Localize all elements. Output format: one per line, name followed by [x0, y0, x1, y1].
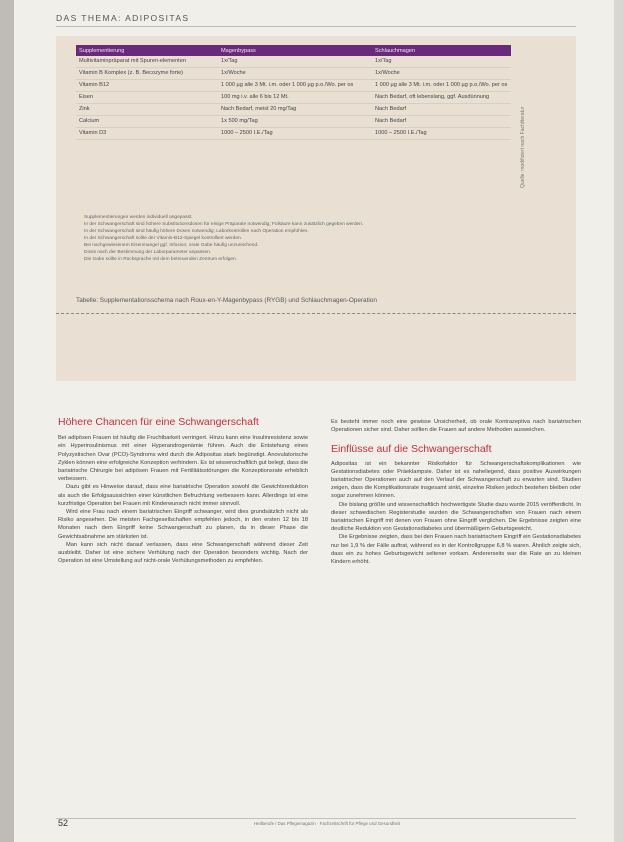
table-cell: 100 mg i.v. alle 6 bis 12 Mt. — [218, 92, 372, 104]
column-header: Magenbypass — [218, 45, 372, 56]
table-cell: 1000 – 2500 I.E./Tag — [218, 128, 372, 140]
header-rule — [56, 26, 576, 27]
body-paragraph: Die Ergebnisse zeigten, dass bei den Frauen nach bariatrischem Eingriff ein Gestationsdiabetes nur bei 1,9 % der Fälle auftrat, während es in der Kontrollgruppe 6,8 % waren. Ähnlich zeigte sich, dass ein zu hohes Geburtsgewicht seltener vorkam. Andererseits war die Rate an zu kleinen Kindern erhöht. — [331, 534, 581, 566]
left-column — [58, 418, 308, 565]
table-header-row — [76, 45, 511, 56]
body-paragraph: Adipositas ist ein bekannter Risikofaktor für Schwangerschaftskomplikationen wie Gestationsdiabetes oder Präeklampsie. Daher ist es naheliegend, dass positive Auswirkungen bariatrischer Operationen auch auf den Verlauf der Schwangerschaft zu erwarten sind. Studien zeigen, dass die Komplikationsrate insgesamt sinkt, einzelne Risiken jedoch bestehen bleiben oder sogar zunehmen können. — [331, 460, 581, 500]
table-cell: Nach Bedarf, meist 20 mg/Tag — [218, 104, 372, 116]
section-heading: Höhere Chancen für eine Schwangerschaft — [58, 416, 259, 428]
table-row — [76, 56, 511, 68]
table-cell: Vitamin D3 — [76, 128, 218, 140]
column-header: Schlauchmagen — [372, 45, 511, 56]
dashed-divider — [56, 313, 576, 314]
right-column — [331, 418, 581, 566]
body-paragraph: Wird eine Frau nach einem bariatrischen Eingriff schwanger, wird dies grundsätzlich nicht als Risiko angesehen. Die meisten Fachgesellschaften empfehlen jedoch, in den ersten 12 bis 18 Monaten nach dem Eingriff keine Schwangerschaft zu planen, da in dieser Phase die Gewichtsabnahme am stärksten ist. — [58, 509, 308, 540]
section-heading: Einflüsse auf die Schwangerschaft — [331, 443, 492, 456]
footer-rule — [56, 818, 576, 819]
table-cell: Eisen — [76, 92, 218, 104]
page-number: 52 — [58, 818, 69, 828]
footnote: Die Gabe sollte in Rücksprache mit dem betreuenden Zentrum erfolgen. — [84, 257, 238, 262]
table-row — [76, 128, 511, 140]
table-row — [76, 104, 511, 116]
table-cell: Vitamin B12 — [76, 80, 218, 92]
table-cell: Vitamin B Komplex (z. B. Becozyme forte) — [76, 68, 218, 80]
table-row — [76, 80, 511, 92]
column-header: Supplementierung — [76, 45, 218, 56]
body-paragraph: Man kann sich nicht darauf verlassen, dass eine Schwangerschaft während dieser Zeit ausbleibt. Daher ist eine sichere Verhütung nach der Operation besonders wichtig. Nach der Operation ist eine Umstellung auf nicht-orale Verhütungsmethoden zu empfehlen. — [58, 541, 308, 565]
table-cell: Calcium — [76, 116, 218, 128]
footnote: In der Schwangerschaft sind häufig höhere Dosen notwendig; Laborkontrollen nach Operation empfohlen. — [84, 229, 309, 234]
table-cell: 1000 – 2500 I.E./Tag — [372, 128, 511, 140]
footer-text: Heilberufe / Das Pflegemagazin · Fachzeitschrift für Pflege und Gesundheit — [254, 821, 401, 826]
footnote: In der Schwangerschaft sind höhere Substitutionsdosen für einige Präparate notwendig; Folsäure kann zusätzlich gegeben werden. — [84, 222, 364, 227]
body-paragraph: Die bislang größte und wissenschaftlich hochwertigste Studie dazu wurde 2015 veröffentlicht. In dieser schwedischen Registerstudie wurden die Schwangerschaften von Frauen nach einem bariatrischen Eingriff mit denen von Frauen ohne Eingriff verglichen. Die Ergebnisse zeigten eine deutliche Reduktion von Gestationsdiabetes und übermäßigem Geburtsgewicht. — [331, 501, 581, 533]
table-caption: Tabelle: Supplementationsschema nach Roux-en-Y-Magenbypass (RYGB) und Schlauchmagen-Operation — [76, 297, 377, 304]
table-row — [76, 68, 511, 80]
table-row — [76, 92, 511, 104]
footnote: Bei nachgewiesenem Eisenmangel ggf. Infusion; orale Gabe häufig unzureichend. — [84, 243, 259, 248]
table-cell: 1 000 µg alle 3 Mt. i.m. oder 1 000 µg p.o./Wo. per os — [218, 80, 372, 92]
footnote: Dosis nach der Bestimmung der Laborparameter anpassen. — [84, 250, 212, 255]
section-header: DAS THEMA: ADIPOSITAS — [56, 13, 190, 23]
table-cell: Zink — [76, 104, 218, 116]
table-cell: 1x/Tag — [218, 56, 372, 68]
supplement-table — [76, 45, 511, 140]
footnote: Supplementierungen werden individuell angepasst. — [84, 215, 193, 220]
table-cell: 1x/Tag — [372, 56, 511, 68]
table-cell: Multivitaminpräparat mit Spuren-elementen — [76, 56, 218, 68]
table-cell: 1x/Woche — [218, 68, 372, 80]
table-footnotes — [76, 214, 516, 263]
body-paragraph: Dazu gibt es Hinweise darauf, dass eine bariatrische Operation sowohl die Gewichtsreduktion als auch die Erfolgsaussichten einer künstlichen Befruchtung verbessern kann. Allerdings ist eine kurzfristige Operation bei Frauen mit Kinderwunsch nicht immer sinnvoll. — [58, 484, 308, 507]
table-row — [76, 116, 511, 128]
table-cell: 1x/Woche — [372, 68, 511, 80]
page-edge — [0, 0, 14, 842]
table-cell: Nach Bedarf — [372, 104, 511, 116]
table-cell: Nach Bedarf, oft lebenslang, ggf. Ausdünnung — [372, 92, 511, 104]
body-paragraph: Es besteht immer noch eine gewisse Unsicherheit, ob orale Kontrazeptiva nach bariatrischen Operationen sicher sind. Daher sollten die Frauen auf andere Methoden ausweichen. — [331, 419, 581, 434]
table-side-note: Quelle: modifiziert nach Fachliteratur — [520, 106, 526, 188]
table-cell: 1 000 µg alle 3 Mt. i.m. oder 1 000 µg p.o./Wo. per os — [372, 80, 511, 92]
footnote: In der Schwangerschaft sollte der Vitamin-B12-Spiegel kontrolliert werden. — [84, 236, 243, 241]
table-cell: Nach Bedarf — [372, 116, 511, 128]
table-cell: 1x 500 mg/Tag — [218, 116, 372, 128]
body-paragraph: Bei adipösen Frauen ist häufig die Fruchtbarkeit verringert. Hinzu kann eine Insulinresistenz sowie ein Hyperinsulinismus mit einer Hyperandrogenämie führen. Auch die Entstehung eines Polyzystischen Ovar (PCO)-Syndroms wird durch die Adipositas stark begünstigt. Anovulatorische Zyklen können eine erfolgreiche Konzeption verhindern. Es ist wissenschaftlich gut belegt, dass die bariatrische Chirurgie bei adipösen Frauen mit Fertilitätsstörungen die Konzeptionsrate erheblich verbessern. — [58, 435, 308, 483]
